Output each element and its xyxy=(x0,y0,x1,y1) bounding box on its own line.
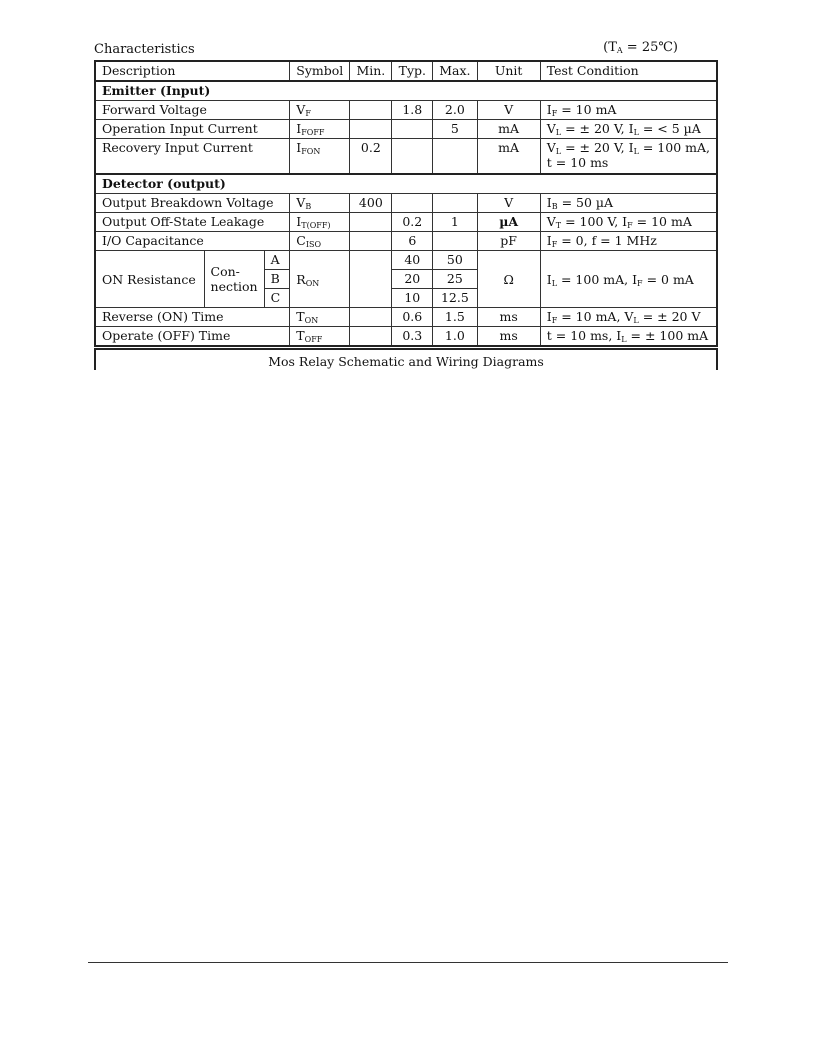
row-unit: V xyxy=(477,194,540,213)
schematic-title: Mos Relay Schematic and Wiring Diagrams xyxy=(268,354,544,369)
row-symbol: $T_{OFF}$ xyxy=(290,327,350,347)
row-typ xyxy=(392,139,433,175)
row-test-condition: $I_F = 10$ mA xyxy=(540,101,717,120)
row-description: Output Breakdown Voltage xyxy=(95,194,290,213)
row-unit: ms xyxy=(477,327,540,347)
row-description: Operation Input Current xyxy=(95,120,290,139)
row-typ xyxy=(392,120,433,139)
characteristics-table xyxy=(94,60,718,347)
row-min xyxy=(350,232,392,251)
row-max: 1 xyxy=(433,213,477,232)
section-emitter: Emitter (Input) xyxy=(95,81,717,101)
variant-typ: 10 xyxy=(392,289,433,308)
row-min xyxy=(350,213,392,232)
row-test-condition: $V_T = 100$ V, $I_F = 10$ mA xyxy=(540,213,717,232)
row-symbol: $R_{ON}$ xyxy=(290,251,350,308)
table-row xyxy=(95,101,717,120)
row-test-condition: $I_F = 10$ mA, $V_L$ = ± 20 V xyxy=(540,308,717,327)
row-min: 0.2 xyxy=(350,139,392,175)
row-test-condition: $V_L$ = ± 20 V, $I_L$ = < 5 µA xyxy=(540,120,717,139)
table-row xyxy=(95,213,717,232)
col-typ: Typ. xyxy=(392,61,433,81)
section-title: Characteristics xyxy=(94,42,195,57)
table-row xyxy=(95,308,717,327)
variant-label: C xyxy=(264,289,290,308)
table-row xyxy=(95,194,717,213)
row-test-condition: $I_F = 0$, f = 1 MHz xyxy=(540,232,717,251)
table-row xyxy=(95,327,717,347)
row-symbol: $V_F$ xyxy=(290,101,350,120)
row-unit: mA xyxy=(477,139,540,175)
row-description: ON Resistance xyxy=(95,251,204,308)
row-test-condition: $I_L = 100$ mA, $I_F = 0$ mA xyxy=(540,251,717,308)
section-row-detector xyxy=(95,174,717,194)
variant-label: A xyxy=(264,251,290,270)
footer-divider xyxy=(88,962,728,963)
section-detector: Detector (output) xyxy=(95,174,717,194)
row-description: Forward Voltage xyxy=(95,101,290,120)
row-description: Recovery Input Current xyxy=(95,139,290,175)
col-description: Description xyxy=(95,61,290,81)
row-description: Reverse (ON) Time xyxy=(95,308,290,327)
row-min xyxy=(350,101,392,120)
col-max: Max. xyxy=(433,61,477,81)
table-header-row xyxy=(95,61,717,81)
row-symbol: $C_{ISO}$ xyxy=(290,232,350,251)
col-min: Min. xyxy=(350,61,392,81)
row-typ: 1.8 xyxy=(392,101,433,120)
schematic-section xyxy=(94,348,718,370)
row-symbol: $T_{ON}$ xyxy=(290,308,350,327)
variant-max: 25 xyxy=(433,270,477,289)
row-typ: 0.3 xyxy=(392,327,433,347)
characteristics-header xyxy=(94,42,718,60)
table-row xyxy=(95,139,717,175)
col-test-condition: Test Condition xyxy=(540,61,717,81)
row-min xyxy=(350,308,392,327)
row-min: 400 xyxy=(350,194,392,213)
row-min xyxy=(350,120,392,139)
row-typ: 0.6 xyxy=(392,308,433,327)
row-min xyxy=(350,327,392,347)
variant-max: 12.5 xyxy=(433,289,477,308)
variant-typ: 40 xyxy=(392,251,433,270)
row-max xyxy=(433,232,477,251)
row-typ: 6 xyxy=(392,232,433,251)
col-unit: Unit xyxy=(477,61,540,81)
row-unit: mA xyxy=(477,120,540,139)
row-unit: V xyxy=(477,101,540,120)
variant-max: 50 xyxy=(433,251,477,270)
row-max: 5 xyxy=(433,120,477,139)
table-row xyxy=(95,120,717,139)
row-typ xyxy=(392,194,433,213)
row-test-condition: $I_B = 50$ µA xyxy=(540,194,717,213)
row-min xyxy=(350,251,392,308)
row-typ: 0.2 xyxy=(392,213,433,232)
row-test-condition: t = 10 ms, $I_L$ = ± 100 mA xyxy=(540,327,717,347)
table-row xyxy=(95,251,717,270)
variant-typ: 20 xyxy=(392,270,433,289)
row-symbol: $I_{FOFF}$ xyxy=(290,120,350,139)
row-max: 1.0 xyxy=(433,327,477,347)
row-description: I/O Capacitance xyxy=(95,232,290,251)
row-symbol: $I_{FON}$ xyxy=(290,139,350,175)
row-symbol: $V_B$ xyxy=(290,194,350,213)
row-max xyxy=(433,139,477,175)
row-test-condition: $V_L$ = ± 20 V, $I_L = 100$ mA, t = 10 ms xyxy=(540,139,717,175)
row-max: 2.0 xyxy=(433,101,477,120)
col-symbol: Symbol xyxy=(290,61,350,81)
table-row xyxy=(95,232,717,251)
connection-label: Con- nection xyxy=(204,251,264,308)
row-symbol: $I_{T(OFF)}$ xyxy=(290,213,350,232)
row-max xyxy=(433,194,477,213)
temperature-condition: ($T_A$ = 25℃) xyxy=(603,40,678,55)
row-description: Output Off-State Leakage xyxy=(95,213,290,232)
row-unit: µA xyxy=(477,213,540,232)
row-unit: ms xyxy=(477,308,540,327)
row-max: 1.5 xyxy=(433,308,477,327)
row-unit: pF xyxy=(477,232,540,251)
row-description: Operate (OFF) Time xyxy=(95,327,290,347)
row-unit: Ω xyxy=(477,251,540,308)
section-row-emitter xyxy=(95,81,717,101)
variant-label: B xyxy=(264,270,290,289)
